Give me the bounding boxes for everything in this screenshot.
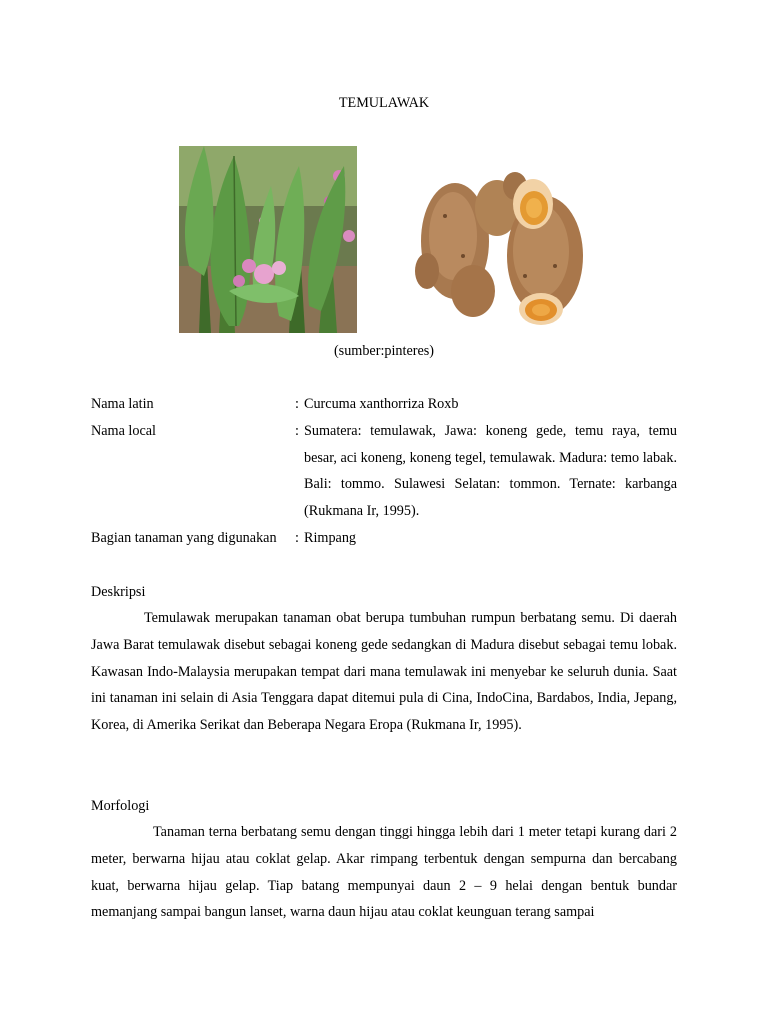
field-nama-local [91,418,677,524]
section-heading-deskripsi: Deskripsi [91,584,146,600]
rhizome-illustration [405,146,591,333]
field-value: Rimpang [304,530,357,546]
section-body-morfologi: Tanaman terna berbatang semu dengan tinggi hingga lebih dari 1 meter tetapi kurang dari 2 meter, berwarna hijau atau coklat gelap. Akar rimpang terbentuk dengan sempurna dan bercabang kuat, berwarna hijau gelap. Tiap batang mempunyai daun 2 – 9 helai dengan bentuk bundar memanjang sampai bangun lanset, warna daun hijau atau coklat keunguan terang sampai [91,824,677,921]
rhizome-photo [405,146,591,333]
field-nama-latin [91,391,677,418]
field-label: Nama latin [91,396,154,412]
field-colon: : [295,423,299,439]
plant-photo [179,146,357,333]
plant-illustration [179,146,357,333]
document-title: TEMULAWAK [338,95,430,111]
field-colon: : [295,396,299,412]
field-bagian-tanaman [91,525,677,552]
field-label: Bagian tanaman yang digunakan [91,530,277,546]
figure-caption: (sumber:pinteres) [333,343,435,359]
field-colon: : [295,530,299,546]
field-label: Nama local [91,423,156,439]
section-body-deskripsi: Temulawak merupakan tanaman obat berupa tumbuhan rumpun berbatang semu. Di daerah Jawa Barat temulawak disebut sebagai koneng gede sedangkan di Madura disebut sebagai temu lobak. Kawasan Indo-Malaysia merupakan tempat dari mana temulawak ini menyebar ke seluruh dunia. Saat ini tanaman ini selain di Asia Tenggara dapat ditemui pula di Cina, IndoCina, Bardabos, India, Jepang, Korea, di Amerika Serikat dan Beberapa Negara Eropa (Rukmana Ir, 1995). [91,610,677,734]
field-value: Curcuma xanthorriza Roxb [304,396,459,412]
field-value: Sumatera: temulawak, Jawa: koneng gede, temu raya, temu besar, aci koneng, koneng tegel, temulawak. Madura: temo labak. Bali: tommo. Sulawesi Selatan: tommon. Ternate: karbanga (Rukmana Ir, 1995). [304,423,677,519]
section-heading-morfologi: Morfologi [91,798,150,814]
